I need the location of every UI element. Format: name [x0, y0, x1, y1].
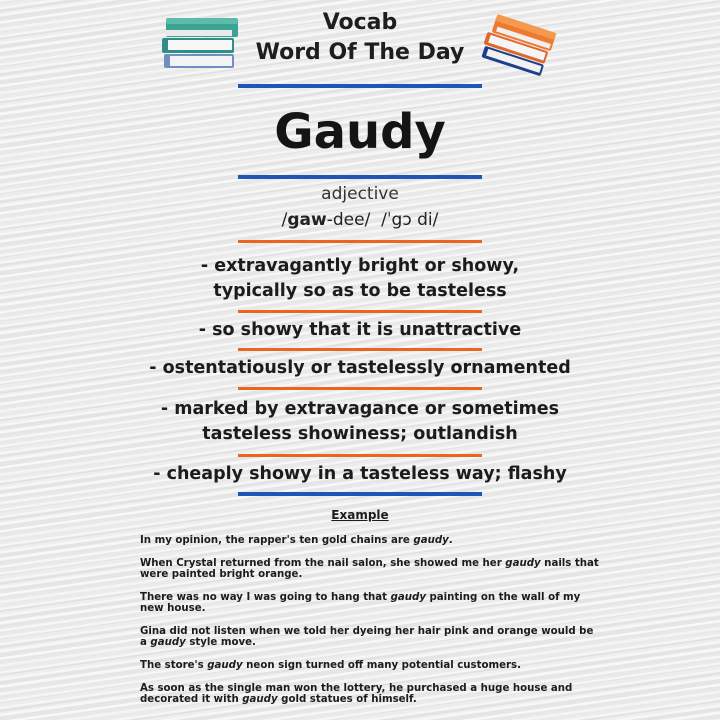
example-sentence: [140, 592, 600, 614]
header-word-of-the-day-label: Word Of The Day: [255, 40, 465, 65]
divider-orange: [238, 454, 482, 457]
divider-orange: [238, 240, 482, 243]
example-text: .: [448, 535, 453, 546]
divider-orange: [238, 387, 482, 390]
example-text: Gina did not listen when we told her dyeing her hair pink and orange would be a: [140, 626, 594, 648]
example-text: neon sign turned off many potential customers.: [242, 660, 521, 671]
example-text: As soon as the single man won the lottery, he purchased a huge house and decorated it with: [140, 683, 573, 705]
definition-2: [0, 318, 720, 343]
definition-line: - cheaply showy in a tasteless way; flashy: [153, 464, 567, 484]
vocab-word: Gaudy: [274, 104, 446, 160]
definition-line: - ostentatiously or tastelessly ornamented: [149, 358, 571, 378]
example-text: In my opinion, the rapper's ten gold chains are: [140, 535, 414, 546]
definition-line: - so showy that it is unattractive: [198, 320, 522, 340]
definition-4: [0, 397, 720, 447]
example-text: gold statues of himself.: [277, 694, 417, 705]
definition-line: - marked by extravagance or sometimes: [160, 399, 560, 419]
divider-blue: [238, 492, 482, 496]
definition-line: - extravagantly bright or showy,: [200, 256, 520, 276]
definition-line: tasteless showiness; outlandish: [202, 424, 518, 444]
example-word: gaudy: [505, 558, 541, 569]
example-sentence: [140, 535, 600, 546]
example-sentence: [140, 626, 600, 648]
example-text: style move.: [185, 637, 256, 648]
example-word: gaudy: [242, 694, 278, 705]
divider-blue: [238, 175, 482, 179]
divider-blue: [238, 84, 482, 88]
part-of-speech: adjective: [321, 184, 399, 204]
example-text: painting on the wall of my new house.: [140, 592, 581, 614]
pronunciation-ipa: /ˈgɔ di/: [381, 210, 439, 230]
example-text: When Crystal returned from the nail salon, she showed me her: [140, 558, 506, 569]
example-text: nails that were painted bright orange.: [140, 558, 599, 580]
example-word: gaudy: [150, 637, 186, 648]
example-sentence: [140, 683, 600, 705]
divider-orange: [238, 348, 482, 351]
pronunciation-stress: gaw: [287, 210, 327, 230]
example-text: There was no way I was going to hang that: [140, 592, 391, 603]
example-word: gaudy: [390, 592, 426, 603]
example-sentence: [140, 660, 600, 671]
divider-orange: [238, 310, 482, 313]
definition-1: [0, 254, 720, 304]
example-heading: Example: [331, 508, 389, 522]
pronunciation-rest: -dee/: [326, 210, 371, 230]
definition-line: typically so as to be tasteless: [213, 281, 507, 301]
example-word: gaudy: [207, 660, 243, 671]
example-word: gaudy: [413, 535, 449, 546]
example-text: The store's: [140, 660, 208, 671]
pronunciation-open: /: [281, 210, 288, 230]
header-vocab-label: Vocab: [322, 10, 398, 35]
example-sentence: [140, 558, 600, 580]
definition-5: [0, 462, 720, 487]
pronunciation: [0, 210, 720, 230]
definition-3: [0, 356, 720, 381]
